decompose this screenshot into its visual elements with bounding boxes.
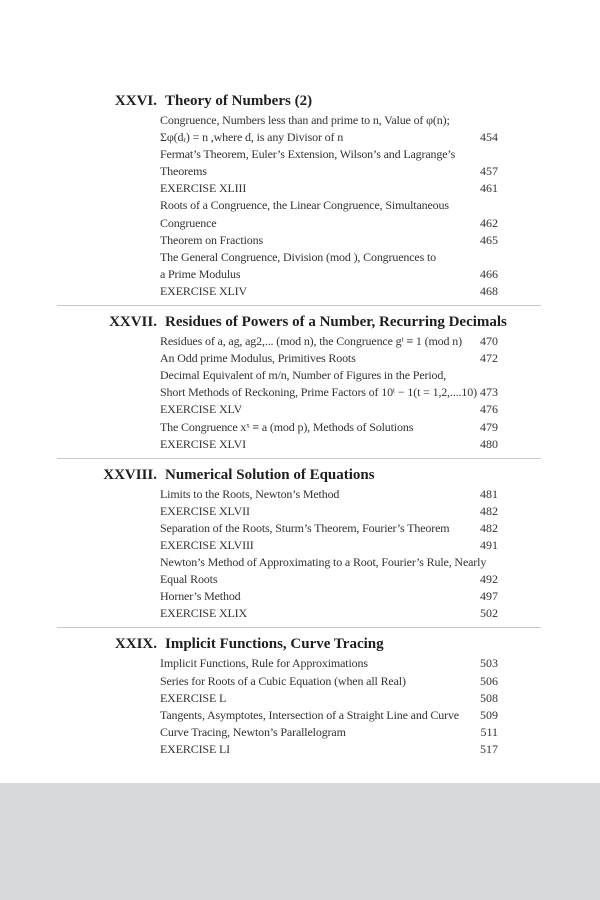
- toc-entry-row: [57, 384, 541, 401]
- toc-entry-page-number: 482: [480, 503, 498, 518]
- chapter-numeral: XXVII.: [109, 314, 157, 331]
- toc-entry-row: [57, 503, 541, 520]
- toc-entry-row: [57, 537, 541, 554]
- toc-entry-label: Short Methods of Reckoning, Prime Factors of 10ᵗ − 1(t = 1,2,....10): [160, 385, 477, 400]
- toc-entry-label: The General Congruence, Division (mod ), Congruences to: [160, 249, 437, 264]
- toc-entry-page-number: 480: [480, 436, 498, 451]
- toc-entry-label: Separation of the Roots, Sturm’s Theorem, Fourier’s Theorem: [160, 520, 450, 535]
- toc-entry-row: [57, 333, 541, 350]
- toc-entry-row: [57, 724, 541, 741]
- toc-entry-label: EXERCISE L: [160, 690, 227, 705]
- toc-entry-label: Tangents, Asymptotes, Intersection of a Straight Line and Curve: [160, 707, 459, 722]
- toc-entry-label: Fermat’s Theorem, Euler’s Extension, Wilson’s and Lagrange’s: [160, 147, 456, 162]
- toc-entry-page-number: 509: [480, 707, 498, 722]
- toc-entry-page-number: 461: [480, 181, 498, 196]
- toc-entry-label: Roots of a Congruence, the Linear Congruence, Simultaneous: [160, 198, 449, 213]
- toc-entry-label: Σφ(dᵣ) = n ,where d, is any Divisor of n: [160, 130, 344, 145]
- toc-entry-row: [57, 146, 541, 163]
- toc-entry-page-number: 476: [480, 402, 498, 417]
- toc-entry-row: [57, 112, 541, 129]
- toc-entry-page-number: [458, 146, 498, 163]
- toc-entry-label: The Congruence xˣ ≡ a (mod p), Methods of Solutions: [160, 419, 414, 434]
- toc-entry-page-number: 479: [480, 419, 498, 434]
- toc-entry-page-number: 454: [480, 130, 498, 145]
- toc-entry-page-number: [458, 112, 498, 129]
- toc-entry-label: Newton’s Method of Approximating to a Root, Fourier’s Rule, Nearly: [160, 555, 487, 570]
- toc-entry-page-number: [458, 197, 498, 214]
- toc-entry-label: Theorems: [160, 164, 207, 179]
- toc-entry-page-number: 511: [480, 724, 498, 739]
- toc-entry-page-number: 466: [480, 266, 498, 281]
- toc-entry-page-number: [458, 249, 498, 266]
- toc-entry-label: Congruence: [160, 215, 217, 230]
- toc-entry-page-number: 508: [480, 690, 498, 705]
- toc-entry-row: [57, 436, 541, 453]
- toc-entry-label: Curve Tracing, Newton’s Parallelogram: [160, 724, 346, 739]
- toc-entry-label: Equal Roots: [160, 572, 218, 587]
- chapter-heading: [57, 311, 541, 333]
- toc-entry-row: [57, 605, 541, 622]
- section-divider: [57, 627, 541, 628]
- toc-entry-page-number: 497: [480, 589, 498, 604]
- toc-entry-row: [57, 215, 541, 232]
- toc-entry-label: EXERCISE XLIV: [160, 283, 248, 298]
- toc-entry-label: EXERCISE LI: [160, 741, 231, 756]
- toc-entry-row: [57, 197, 541, 214]
- toc-entry-label: Residues of a, ag, ag2,... (mod n), the Congruence gᵗ ≡ 1 (mod n): [160, 334, 462, 349]
- toc-entry-label: EXERCISE XLVIII: [160, 537, 254, 552]
- toc-entry-row: [57, 588, 541, 605]
- toc-entry-page-number: 482: [480, 520, 498, 535]
- toc-entry-page-number: 517: [480, 741, 498, 756]
- toc-entry-page-number: 462: [480, 215, 498, 230]
- toc-entry-label: Congruence, Numbers less than and prime to n, Value of φ(n);: [160, 113, 450, 127]
- table-of-contents: [57, 0, 541, 758]
- toc-entry-label: An Odd prime Modulus, Primitives Roots: [160, 351, 356, 366]
- toc-entry-label: EXERCISE XLVII: [160, 503, 250, 518]
- toc-entry-row: [57, 486, 541, 503]
- toc-entry-page-number: 465: [480, 232, 498, 247]
- toc-entry-page-number: 481: [480, 486, 498, 501]
- toc-entry-page-number: 491: [480, 537, 498, 552]
- toc-entry-label: Decimal Equivalent of m/n, Number of Figures in the Period,: [160, 368, 447, 383]
- toc-entry-row: [57, 163, 541, 180]
- toc-entry-row: [57, 673, 541, 690]
- chapter-title: Theory of Numbers (2): [165, 93, 313, 109]
- toc-entry-row: [57, 655, 541, 672]
- toc-entry-page-number: [458, 554, 498, 571]
- toc-entry-page-number: 472: [480, 351, 498, 366]
- toc-entry-label: EXERCISE XLV: [160, 402, 243, 417]
- toc-entry-label: Implicit Functions, Rule for Approximations: [160, 656, 368, 671]
- toc-entry-label: Horner’s Method: [160, 589, 241, 604]
- toc-entry-page-number: 502: [480, 606, 498, 621]
- toc-entry-page-number: [458, 367, 498, 384]
- toc-entry-label: Limits to the Roots, Newton’s Method: [160, 486, 340, 501]
- chapter-numeral: XXIX.: [114, 636, 157, 653]
- toc-entry-row: [57, 232, 541, 249]
- toc-entry-row: [57, 367, 541, 384]
- toc-entry-page-number: 457: [480, 164, 498, 179]
- toc-entry-row: [57, 249, 541, 266]
- toc-entry-label: EXERCISE XLIII: [160, 181, 247, 196]
- toc-entry-row: [57, 129, 541, 146]
- toc-entry-label: Series for Roots of a Cubic Equation (when all Real): [160, 673, 406, 688]
- toc-entry-page-number: 470: [480, 334, 498, 349]
- toc-entry-row: [57, 554, 541, 571]
- toc-entry-row: [57, 419, 541, 436]
- toc-entry-row: [57, 283, 541, 300]
- toc-entry-label: a Prime Modulus: [160, 266, 241, 281]
- toc-entry-row: [57, 180, 541, 197]
- section-divider: [57, 458, 541, 459]
- toc-entry-row: [57, 571, 541, 588]
- chapter-heading: [57, 633, 541, 655]
- chapter-numeral: XXVI.: [114, 93, 157, 109]
- toc-entry-row: [57, 350, 541, 367]
- toc-entry-label: Theorem on Fractions: [160, 232, 263, 247]
- toc-entry-page-number: 468: [480, 283, 498, 298]
- toc-entry-page-number: 506: [480, 673, 498, 688]
- chapter-title: Residues of Powers of a Number, Recurring Decimals: [165, 314, 507, 331]
- toc-entry-label: EXERCISE XLVI: [160, 436, 246, 451]
- footer-gray-band: [0, 783, 600, 900]
- toc-entry-row: [57, 520, 541, 537]
- toc-entry-page-number: 473: [480, 385, 498, 400]
- chapter-numeral: XXVIII.: [103, 466, 157, 483]
- chapter-title: Implicit Functions, Curve Tracing: [165, 636, 384, 653]
- toc-entry-page-number: 492: [480, 572, 498, 587]
- toc-entry-row: [57, 401, 541, 418]
- chapter-heading: [57, 464, 541, 486]
- toc-entry-row: [57, 266, 541, 283]
- chapter-heading: [57, 90, 541, 112]
- toc-entry-label: EXERCISE XLIX: [160, 606, 248, 621]
- toc-entry-row: [57, 690, 541, 707]
- section-divider: [57, 305, 541, 306]
- toc-entry-row: [57, 707, 541, 724]
- chapter-title: Numerical Solution of Equations: [165, 466, 375, 483]
- toc-entry-row: [57, 741, 541, 758]
- toc-entry-page-number: 503: [480, 656, 498, 671]
